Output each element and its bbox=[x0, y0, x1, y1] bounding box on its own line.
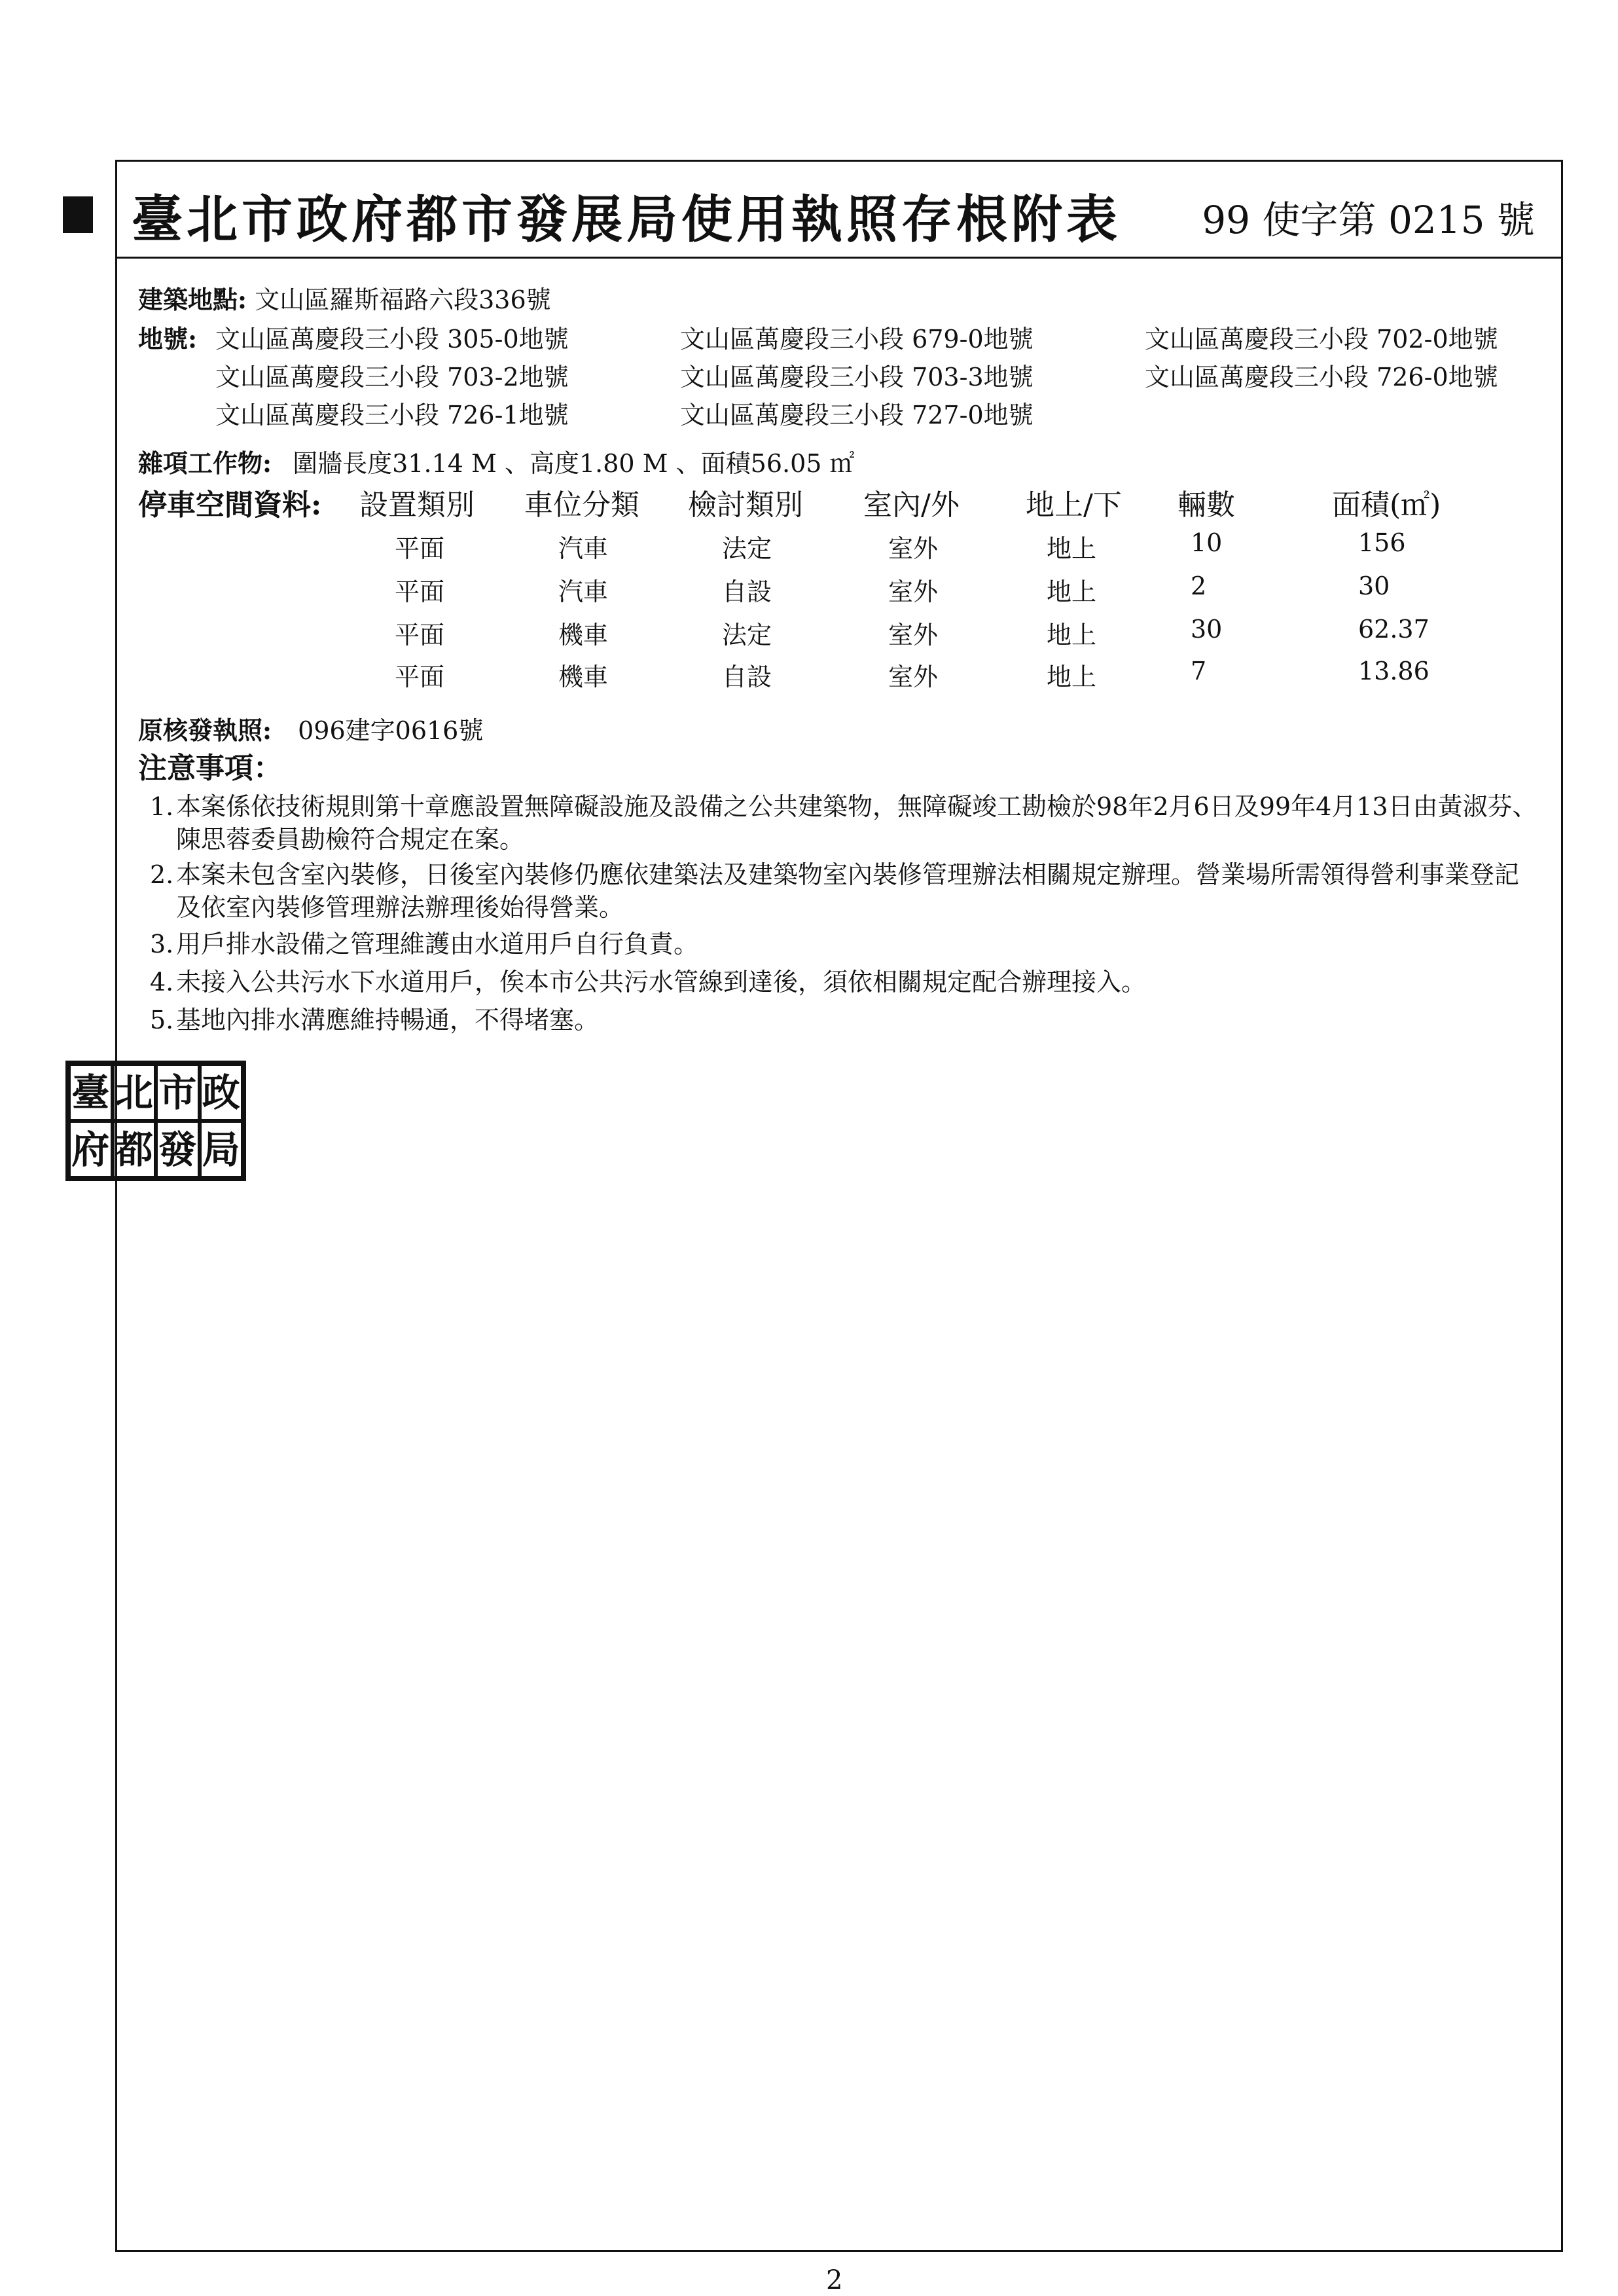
seal-char: 府 bbox=[69, 1121, 113, 1178]
misc-works-line bbox=[138, 443, 855, 479]
address-label: 建築地點: bbox=[138, 285, 247, 314]
table-cell: 法定 bbox=[722, 534, 772, 563]
note-number: 2. bbox=[150, 860, 174, 889]
table-cell: 機車 bbox=[558, 621, 609, 649]
seal-char: 臺 bbox=[69, 1064, 113, 1121]
note-text: 本案未包含室內裝修，日後室內裝修仍應依建築法及建築物室內裝修管理辦法相關規定辦理。營業場所需領得營利事業登記及依室內裝修管理辦法辦理後始得營業。 bbox=[176, 860, 1520, 922]
note-number: 3. bbox=[150, 930, 174, 958]
parking-header: 面積(㎡) bbox=[1332, 488, 1441, 522]
table-cell: 室外 bbox=[888, 577, 939, 606]
seal-char: 發 bbox=[156, 1121, 200, 1178]
parking-header: 地上/下 bbox=[1026, 488, 1122, 522]
table-cell: 平面 bbox=[395, 577, 445, 606]
table-cell: 汽車 bbox=[558, 577, 609, 606]
lot-item: 文山區萬慶段三小段 703-2地號 bbox=[215, 363, 569, 392]
parking-header: 車位分類 bbox=[524, 488, 639, 522]
seal-char: 北 bbox=[113, 1064, 156, 1121]
lot-item: 文山區萬慶段三小段 703-3地號 bbox=[680, 363, 1034, 392]
title-row bbox=[117, 162, 1561, 259]
table-cell: 2 bbox=[1191, 572, 1207, 600]
note-item bbox=[150, 966, 1544, 998]
table-cell: 30 bbox=[1358, 572, 1390, 600]
note-text: 本案係依技術規則第十章應設置無障礙設施及設備之公共建築物，無障礙竣工勘檢於98年2月6日及99年4月13日由黃淑芬、陳思蓉委員勘檢符合規定在案。 bbox=[176, 792, 1537, 854]
note-text: 未接入公共污水下水道用戶，俟本市公共污水管線到達後，須依相關規定配合辦理接入。 bbox=[176, 968, 1147, 996]
lots-label: 地號: bbox=[138, 324, 198, 354]
table-cell: 地上 bbox=[1047, 663, 1097, 691]
lot-item: 文山區萬慶段三小段 726-0地號 bbox=[1145, 363, 1498, 392]
seal-char: 都 bbox=[113, 1121, 156, 1178]
parking-label: 停車空間資料: bbox=[138, 488, 322, 522]
table-cell: 平面 bbox=[395, 534, 445, 563]
table-cell: 自設 bbox=[722, 577, 772, 606]
table-cell: 地上 bbox=[1047, 621, 1097, 649]
table-cell: 室外 bbox=[888, 621, 939, 649]
table-cell: 法定 bbox=[722, 621, 772, 649]
form-frame bbox=[115, 160, 1563, 2252]
parking-header: 檢討類別 bbox=[688, 488, 803, 522]
lot-item: 文山區萬慶段三小段 726-1地號 bbox=[215, 401, 569, 429]
page-number: 2 bbox=[826, 2265, 843, 2295]
misc-works-value: 圍牆長度31.14 M 、高度1.80 M 、面積56.05 ㎡ bbox=[293, 449, 855, 478]
address-line bbox=[138, 280, 551, 316]
note-text: 基地內排水溝應維持暢通，不得堵塞。 bbox=[176, 1006, 600, 1034]
table-cell: 30 bbox=[1191, 615, 1223, 644]
permit-number: 99 使字第 0215 號 bbox=[1202, 198, 1535, 242]
notes-title: 注意事項： bbox=[138, 752, 282, 785]
table-cell: 室外 bbox=[888, 663, 939, 691]
note-number: 1. bbox=[150, 792, 174, 821]
note-number: 5. bbox=[150, 1006, 174, 1034]
original-license-label: 原核發執照: bbox=[138, 716, 272, 745]
table-cell: 自設 bbox=[722, 663, 772, 691]
seal-char: 市 bbox=[156, 1064, 200, 1121]
official-seal bbox=[65, 1061, 246, 1181]
table-cell: 地上 bbox=[1047, 534, 1097, 563]
misc-works-label: 雜項工作物: bbox=[138, 448, 272, 478]
table-cell: 13.86 bbox=[1358, 657, 1429, 685]
table-cell: 室外 bbox=[888, 534, 939, 563]
parking-header: 室內/外 bbox=[863, 488, 960, 522]
seal-char: 政 bbox=[200, 1064, 243, 1121]
lot-item: 文山區萬慶段三小段 305-0地號 bbox=[215, 325, 569, 354]
table-cell: 地上 bbox=[1047, 577, 1097, 606]
seal-char: 局 bbox=[200, 1121, 243, 1178]
parking-header: 輛數 bbox=[1178, 488, 1235, 522]
lot-item: 文山區萬慶段三小段 679-0地號 bbox=[680, 325, 1034, 354]
note-item bbox=[150, 790, 1544, 856]
note-item bbox=[150, 928, 1544, 960]
lot-item: 文山區萬慶段三小段 727-0地號 bbox=[680, 401, 1034, 429]
parking-header: 設置類別 bbox=[359, 488, 475, 522]
note-item bbox=[150, 858, 1544, 924]
table-cell: 平面 bbox=[395, 663, 445, 691]
table-cell: 機車 bbox=[558, 663, 609, 691]
binding-mark bbox=[63, 196, 93, 233]
table-cell: 7 bbox=[1191, 657, 1207, 685]
note-item bbox=[150, 1004, 1544, 1036]
address-value: 文山區羅斯福路六段336號 bbox=[255, 285, 551, 314]
original-license-value: 096建字0616號 bbox=[298, 716, 484, 745]
original-license-line bbox=[138, 710, 483, 746]
table-cell: 10 bbox=[1191, 528, 1223, 557]
note-number: 4. bbox=[150, 968, 174, 996]
table-cell: 156 bbox=[1358, 528, 1406, 557]
table-cell: 62.37 bbox=[1358, 615, 1429, 644]
lot-item: 文山區萬慶段三小段 702-0地號 bbox=[1145, 325, 1498, 354]
note-text: 用戶排水設備之管理維護由水道用戶自行負責。 bbox=[176, 930, 699, 958]
table-cell: 平面 bbox=[395, 621, 445, 649]
page-title: 臺北市政府都市發展局使用執照存根附表 bbox=[132, 190, 1122, 249]
table-cell: 汽車 bbox=[558, 534, 609, 563]
